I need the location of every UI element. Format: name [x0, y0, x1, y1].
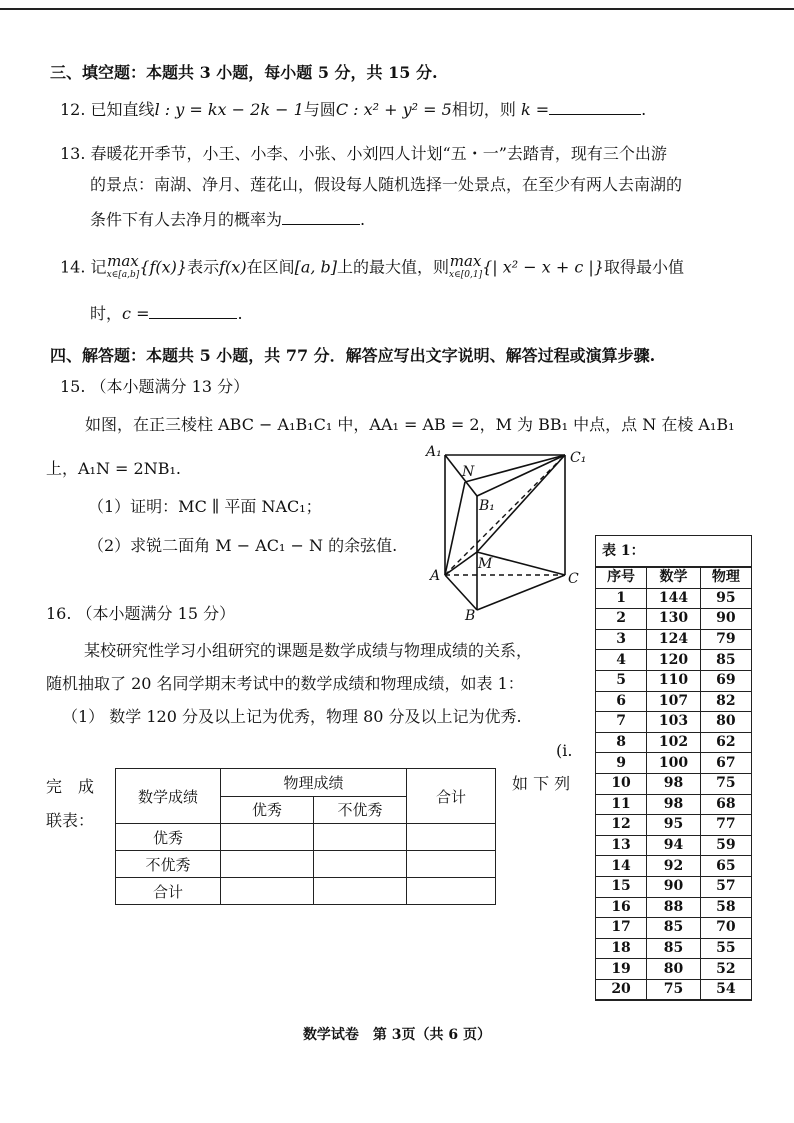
dt-physics-cell: 55 [700, 938, 751, 959]
ct-header-math: 数学成绩 [116, 769, 221, 824]
dt-physics-cell: 69 [700, 670, 751, 691]
table-row [596, 897, 751, 918]
q14-math3: [a, b] [294, 257, 338, 277]
q13-number: 13. [60, 144, 86, 163]
page-footer: 数学试卷 第 3页（共 6 页） [302, 1027, 492, 1043]
q13-end: . [360, 210, 366, 229]
dt-physics-cell: 57 [700, 876, 751, 897]
ct-header-total: 合计 [407, 769, 496, 824]
table-row [596, 835, 751, 856]
dt-index-cell: 13 [596, 835, 647, 856]
q16-left-b: 联表： [46, 811, 95, 830]
q15-part1: （1）证明：MC ∥ 平面 NAC₁； [88, 497, 322, 516]
ct-cell[interactable] [314, 851, 407, 878]
dt-index-cell: 3 [596, 629, 647, 650]
dt-math-cell: 94 [647, 835, 701, 856]
dt-math-cell: 80 [647, 959, 701, 980]
table-row [596, 588, 751, 609]
dt-math-cell: 107 [647, 691, 701, 712]
q12-text-b: 与圆 [303, 100, 336, 119]
label-n: N [462, 464, 475, 480]
dt-physics-cell: 90 [700, 609, 751, 630]
ct-header-phys-bad: 不优秀 [314, 796, 407, 824]
question-15-header [60, 376, 249, 398]
q15-score: （本小题满分 13 分） [90, 377, 250, 396]
table-row [596, 959, 751, 980]
dt-index-cell: 1 [596, 588, 647, 609]
dt-math-cell: 144 [647, 588, 701, 609]
label-a1: A₁ [426, 444, 442, 460]
q12-circle-equation: C : x² + y² = 5 [335, 100, 452, 119]
dt-math-cell: 95 [647, 815, 701, 836]
dt-header: 物理 [700, 568, 751, 589]
table-row [596, 815, 751, 836]
dt-index-cell: 16 [596, 897, 647, 918]
q14-c: c = [122, 304, 150, 323]
q13-line2: 的景点：南湖、净月、莲花山，假设每人随机选择一处景点，在至少有两人去南湖的 [90, 175, 683, 194]
dt-index-cell: 20 [596, 979, 647, 1000]
q12-number: 12. [60, 100, 86, 119]
dt-math-cell: 124 [647, 629, 701, 650]
ct-header-phys-good: 优秀 [221, 796, 314, 824]
ct-cell[interactable] [221, 824, 314, 851]
q14-text-e: 取得最小值 [604, 257, 685, 277]
dt-math-cell: 88 [647, 897, 701, 918]
table-row [596, 629, 751, 650]
dt-index-cell: 7 [596, 712, 647, 733]
question-13 [60, 143, 667, 165]
ct-header-physics: 物理成绩 [221, 769, 407, 797]
q16-right-a: 如 下 列 [512, 774, 571, 793]
ct-cell[interactable] [314, 878, 407, 905]
page-top-rule [0, 8, 794, 10]
data-table-caption: 表 1： [596, 536, 751, 567]
dt-physics-cell: 67 [700, 753, 751, 774]
dt-physics-cell: 75 [700, 773, 751, 794]
question-14 [60, 254, 684, 282]
q12-k: k = [520, 100, 550, 119]
q16-line3: （1） 数学 120 分及以上记为优秀，物理 80 分及以上记为优秀. [62, 707, 522, 726]
ct-cell[interactable] [221, 851, 314, 878]
q14-line2 [90, 302, 243, 325]
q12-answer-blank[interactable] [549, 98, 641, 115]
prism-figure [420, 440, 595, 620]
table-row [596, 650, 751, 671]
ct-cell[interactable] [407, 878, 496, 905]
dt-index-cell: 10 [596, 773, 647, 794]
table-row [596, 753, 751, 774]
dt-physics-cell: 77 [700, 815, 751, 836]
q14-text-b: 表示 [187, 257, 220, 277]
q14-max1: max x∈[a,b] [106, 252, 140, 280]
table-row [596, 918, 751, 939]
dt-index-cell: 4 [596, 650, 647, 671]
dt-math-cell: 85 [647, 938, 701, 959]
dt-math-cell: 110 [647, 670, 701, 691]
ct-row-label: 不优秀 [116, 851, 221, 878]
table-row [596, 691, 751, 712]
q13-line1: 春暖花开季节，小王、小李、小张、小刘四人计划“五・一”去踏青，现有三个出游 [90, 144, 667, 163]
table-row [596, 670, 751, 691]
q16-line2: 随机抽取了 20 名同学期末考试中的数学成绩和物理成绩，如表 1： [46, 674, 524, 693]
table-row [596, 938, 751, 959]
q15-part2: （2）求锐二面角 M − AC₁ − N 的余弦值. [88, 536, 398, 555]
dt-index-cell: 6 [596, 691, 647, 712]
q13-line3: 条件下有人去净月的概率为 [90, 210, 283, 229]
data-table-grid [596, 567, 751, 1000]
dt-math-cell: 102 [647, 732, 701, 753]
table-row [596, 876, 751, 897]
dt-index-cell: 14 [596, 856, 647, 877]
section-3-heading: 三、填空题：本题共 3 小题，每小题 5 分，共 15 分. [50, 63, 438, 82]
q14-text-c: 在区间 [246, 257, 295, 277]
dt-physics-cell: 52 [700, 959, 751, 980]
q16-line1: 某校研究性学习小组研究的课题是数学成绩与物理成绩的关系， [84, 641, 533, 660]
dt-index-cell: 12 [596, 815, 647, 836]
q16-sub-i: (i. [556, 741, 573, 760]
dt-physics-cell: 68 [700, 794, 751, 815]
dt-header: 序号 [596, 568, 647, 589]
dt-math-cell: 75 [647, 979, 701, 1000]
q16-number: 16. [46, 604, 72, 623]
q14-math4: {| x² − x + c |} [482, 257, 604, 277]
dt-math-cell: 92 [647, 856, 701, 877]
dt-math-cell: 98 [647, 773, 701, 794]
q15-line2: 上，A₁N = 2NB₁. [46, 459, 181, 478]
dt-physics-cell: 80 [700, 712, 751, 733]
q15-line1: 如图，在正三棱柱 ABC − A₁B₁C₁ 中，AA₁ = AB = 2，M 为 BB₁ 中点，点 N 在棱 A₁B₁ [85, 415, 735, 434]
q12-line-equation: l : y = kx − 2k − 1 [154, 100, 304, 119]
table-row [596, 856, 751, 877]
dt-index-cell: 17 [596, 918, 647, 939]
dt-math-cell: 85 [647, 918, 701, 939]
ct-cell[interactable] [314, 824, 407, 851]
q16-score: （本小题满分 15 分） [76, 604, 236, 623]
q13-line3-wrap [90, 208, 365, 231]
q14-line2-text: 时， [90, 304, 123, 323]
q14-text-a: 记 [90, 257, 107, 277]
q14-end: . [237, 304, 243, 323]
q14-math2: f(x) [219, 257, 247, 277]
edge-b-c [477, 575, 565, 610]
dt-physics-cell: 95 [700, 588, 751, 609]
dt-index-cell: 5 [596, 670, 647, 691]
dt-index-cell: 9 [596, 753, 647, 774]
question-12 [60, 98, 646, 121]
q13-answer-blank[interactable] [282, 208, 360, 225]
dt-index-cell: 15 [596, 876, 647, 897]
segment-a-n [445, 482, 465, 575]
dt-math-cell: 100 [647, 753, 701, 774]
dt-physics-cell: 79 [700, 629, 751, 650]
label-c1: C₁ [570, 450, 587, 466]
q14-max2: max x∈[0,1] [449, 252, 483, 280]
contingency-table [115, 768, 496, 905]
dt-index-cell: 8 [596, 732, 647, 753]
label-a: A [430, 568, 441, 584]
dt-physics-cell: 85 [700, 650, 751, 671]
question-16-header [46, 603, 235, 625]
q14-answer-blank[interactable] [149, 302, 237, 319]
dt-index-cell: 11 [596, 794, 647, 815]
q14-number: 14. [60, 257, 86, 277]
table-row [596, 773, 751, 794]
ct-row-label: 优秀 [116, 824, 221, 851]
dt-physics-cell: 59 [700, 835, 751, 856]
table-row [596, 979, 751, 1000]
dt-math-cell: 130 [647, 609, 701, 630]
table-row [596, 712, 751, 733]
label-b: B [465, 608, 476, 620]
dt-physics-cell: 62 [700, 732, 751, 753]
dt-math-cell: 90 [647, 876, 701, 897]
ct-cell[interactable] [407, 851, 496, 878]
q12-end: . [641, 100, 647, 119]
ct-row-label: 合计 [116, 878, 221, 905]
dt-physics-cell: 65 [700, 856, 751, 877]
label-c: C [568, 571, 579, 587]
q15-number: 15. [60, 377, 86, 396]
dt-physics-cell: 54 [700, 979, 751, 1000]
q12-text-a: 已知直线 [90, 100, 155, 119]
dt-physics-cell: 58 [700, 897, 751, 918]
dt-index-cell: 18 [596, 938, 647, 959]
table-row [596, 794, 751, 815]
dt-index-cell: 2 [596, 609, 647, 630]
q16-left-a: 完 成 [46, 777, 95, 796]
dt-index-cell: 19 [596, 959, 647, 980]
label-m: M [478, 556, 493, 572]
section-4-heading: 四、解答题：本题共 5 小题，共 77 分．解答应写出文字说明、解答过程或演算步骤. [50, 346, 656, 365]
ct-cell[interactable] [221, 878, 314, 905]
data-table-1 [595, 535, 752, 1001]
table-row [596, 732, 751, 753]
dt-physics-cell: 82 [700, 691, 751, 712]
dt-math-cell: 98 [647, 794, 701, 815]
ct-cell[interactable] [407, 824, 496, 851]
q12-text-c: 相切，则 [451, 100, 516, 119]
q14-math1: {f(x)} [139, 257, 188, 277]
dt-math-cell: 103 [647, 712, 701, 733]
edge-a-b [445, 575, 477, 610]
label-b1: B₁ [479, 498, 495, 514]
table-row [596, 609, 751, 630]
dt-physics-cell: 70 [700, 918, 751, 939]
dt-math-cell: 120 [647, 650, 701, 671]
q14-text-d: 上的最大值，则 [337, 257, 450, 277]
dt-header: 数学 [647, 568, 701, 589]
